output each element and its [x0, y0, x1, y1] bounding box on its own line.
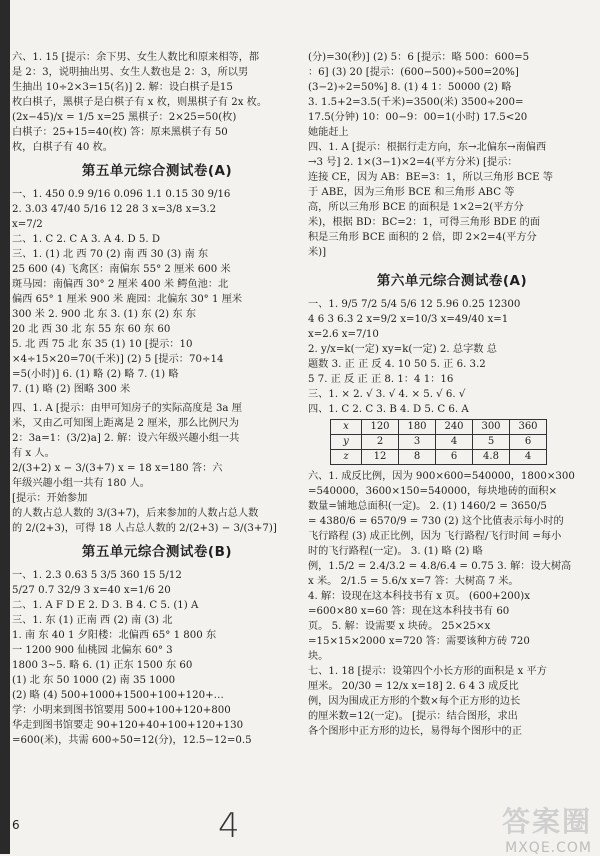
answer-line: 有 x 人。 [12, 448, 55, 459]
section-5a-part4 [12, 401, 302, 536]
answer-line: 枚白棋子，黑棋子是白棋子有 x 枚，则黑棋子有 2x 枚。 [12, 97, 268, 108]
answer-line: 各个图形中正方形的边长，易得每个图形中的正 [308, 726, 522, 737]
section-5b-body [12, 568, 302, 748]
answer-line: [提示：开始参加 [12, 493, 88, 504]
answer-line: →3 号] 2. 1×(3−1)×2=4(平方分米) [提示： [308, 157, 518, 168]
table-cell: 180 [399, 420, 436, 435]
answer-line: 她能赶上 [308, 127, 349, 138]
answer-line: 白棋子：25+15=40(枚) 答：原来黑棋子有 50 [12, 127, 228, 138]
answer-line: 300 米 2. 900 北 东 3. (1) 东 (2) 东 东 [12, 309, 196, 320]
answer-line: 时的飞行路程(一定)。 3. (1) 略 (2) 略 [308, 546, 483, 557]
table-cell: 3 [399, 435, 436, 450]
answer-line: 数量=铺地总面积(一定)。 2. (1) 1460/2 = 3650/5 [308, 501, 547, 512]
table-cell: 360 [510, 420, 547, 435]
answer-line: 年级兴趣小组一共有 180 人。 [12, 478, 150, 489]
answer-line: 于 ABE，因为三角形 BCE 和三角形 ABC 等 [308, 187, 515, 198]
watermark-logo [502, 800, 592, 856]
table-cell: 8 [399, 450, 436, 465]
answer-page [12, 0, 600, 854]
answer-line: 例，1.5/2 = 2.4/3.2 = 4.8/6.4 = 0.75 3. 解：设大树高 [308, 561, 572, 572]
answer-line: 题数 3. 正 正 反 4. 10 50 5. 正 6. 3.2 [308, 359, 486, 370]
section-6a-body [308, 297, 596, 417]
table-cell: 4 [436, 435, 473, 450]
answer-line: 三、1. 东 (1) 正南 西 (2) 南 (3) 北 [12, 615, 173, 626]
answer-line: ×4÷15×20=70(千米)] (2) 5 [提示：70÷14 [12, 354, 224, 365]
answer-line: =600×80 x=60 答：现在这本科技书有 60 [308, 606, 510, 617]
answer-line: 华走到图书馆要走 90+120+40+100+120+130 [12, 720, 244, 731]
table-row [331, 420, 547, 435]
answer-line: 二、1. C 2. C A 3. A 4. D 5. D [12, 234, 160, 245]
answer-line: 七、1. 18 [提示：设第四个小长方形的面积是 x 平方 [308, 666, 547, 677]
answer-line: 四、1. C 2. C 3. B 4. D 5. C 6. A [308, 404, 469, 415]
watermark-url: MXQE.COM [505, 840, 592, 856]
answer-line: 一、1. 9/5 7/2 5/4 5/6 12 5.96 0.25 12300 [308, 299, 521, 310]
answer-line: 页。 5. 解：设需要 x 块砖。 25×25×x [308, 621, 491, 632]
answer-line: x=2.6 x=7/10 [308, 329, 379, 340]
answer-line: (2x−45)/x = 1/5 x=25 黑棋子：2×25=50(枚) [12, 112, 237, 123]
answer-line: =540000，3600×150=540000，每块地砖的面积× [308, 486, 557, 497]
answer-line: 1800 3~5. 略 6. (1) 正东 1500 东 60 [12, 660, 193, 671]
answer-line: 三、1. × 2. √ 3. √ 4. × 5. √ 6. √ [308, 389, 466, 400]
table-cell: 5 [473, 435, 510, 450]
right-intro [308, 50, 596, 260]
table-cell: 2 [362, 435, 399, 450]
left-column [12, 50, 302, 748]
answer-line: 六、1. 成反比例，因为 900×600=540000，1800×300 [308, 471, 575, 482]
answer-line: 厘米。 20/30 = 12/x x=18] 2. 6 4 3 成反比 [308, 681, 519, 692]
answer-line: 四、1. A [提示：根据行走方向，东→北偏东→南偏西 [308, 142, 547, 153]
xyz-table [330, 419, 547, 465]
answer-line: 三、1. (1) 北 西 70 (2) 南 西 30 (3) 南 东 [12, 249, 209, 260]
answer-line: 3. 1.5+2=3.5(千米)=3500(米) 3500÷200= [308, 97, 524, 108]
table-cell: 4.8 [473, 450, 510, 465]
answer-line: 斑马园：南偏西 30° 2 厘米 400 米 鳄鱼池：北 [12, 279, 229, 290]
answer-line: 17.5(分钟) 10：00−9：00=1(小时) 17.5<20 [308, 112, 528, 123]
answer-line: 的人数占总人数的 3/(3+7)，后来参加的人数占总人数 [12, 508, 259, 519]
answer-line: =600(米)，共需 600÷50=12(分)，12.5−12=0.5 [12, 735, 252, 746]
table-cell: 120 [362, 420, 399, 435]
answer-line: 2. y/x=k(一定) xy=k(一定) 2. 总字数 总 [308, 344, 497, 355]
section-title-5b: 第五单元综合测试卷(B) [81, 544, 233, 560]
answer-line: (分)=30(秒)] (2) 5：6 [提示：略 500：600=5 [308, 52, 530, 63]
table-row [331, 435, 547, 450]
answer-line: 米)，根据 BD：BC=2：1，可得三角形 BDE 的面 [308, 217, 541, 228]
table-cell: 300 [473, 420, 510, 435]
answer-line: x=7/2 [12, 219, 43, 230]
answer-line: 米)] [308, 247, 327, 258]
table-cell: 6 [436, 450, 473, 465]
answer-line: 5/27 0.7 32/9 3 x=40 x=1/6 20 [12, 585, 171, 596]
table-cell: 12 [362, 450, 399, 465]
answer-line: 5 7. 正 反 正 正 8. 1：4 1：16 [308, 374, 454, 385]
answer-line: 25 600 (4) 飞禽区：南偏东 55° 2 厘米 600 米 [12, 264, 231, 275]
answer-line: ：6] (3) 20 [提示：(600−500)÷500=20%] [308, 67, 519, 78]
binding-strip [0, 0, 10, 854]
answer-line: 枚，白棋子有 40 枚。 [12, 142, 113, 153]
answer-line: 块。 [308, 651, 329, 662]
answer-line: 是 2：3，说明抽出男、女生人数也是 2：3，所以男 [12, 67, 249, 78]
section-title-5a: 第五单元综合测试卷(A) [81, 163, 233, 179]
answer-line: 5. 北 西 75 北 东 35 (1) 10 [提示：10 [12, 339, 193, 350]
row-header: z [331, 450, 362, 465]
left-intro [12, 50, 302, 155]
answer-line: 4 6 3 6.3 2 x=9/2 x=10/3 x=49/40 x=1 [308, 314, 509, 325]
answer-line: 米，又由乙可知图上距离是 2 厘米，那么比例尺为 [12, 418, 239, 429]
section-title-6a: 第六单元综合测试卷(A) [376, 273, 528, 289]
row-header: y [331, 435, 362, 450]
answer-line: 一、1. 2.3 0.63 5 3/5 360 15 5/12 [12, 570, 182, 581]
answer-line: 2. 3.03 47/40 5/16 12 28 3 x=3/8 x=3.2 [12, 204, 217, 215]
answer-line: 1. 南 东 40 1 夕阳楼：北偏西 65° 1 800 东 [12, 630, 217, 641]
answer-line: 例，因为围成正方形的个数×每个正方形的边长 [308, 696, 521, 707]
handwritten-mark: 4 [218, 806, 240, 846]
page-number: 6 [12, 818, 20, 832]
answer-line: 一 1200 900 仙桃园 北偏东 60° 3 [12, 645, 173, 656]
answer-line: 2/(3+2) x − 3/(3+7) x = 18 x=180 答：六 [12, 463, 223, 474]
section-6a-tail [308, 469, 596, 739]
answer-line: 的 2/(2+3)，可得 18 人占总人数的 2/(2+3) − 3/(3+7)] [12, 523, 277, 534]
answer-line: 的厘米数=12(一定)。 [提示：结合图形，求出 [308, 711, 518, 722]
answer-line: 飞行路程 (3) 成正比例，因为 飞行路程/飞行时间 =每小 [308, 531, 562, 542]
answer-line: 二、1. A F D E 2. D 3. B 4. C 5. (1) A [12, 600, 199, 611]
answer-line: x 米。 2/1.5 = 5.6/x x=7 答：大树高 7 米。 [308, 576, 519, 587]
section-5a-part1 [12, 187, 302, 397]
answer-line: (2) 略 (4) 500+1000+1500+100+120+… [12, 690, 224, 701]
watermark-text: 答案圈 [501, 805, 592, 838]
answer-line: 连接 CE，因为 AB：BE=3：1，所以三角形 BCE 等 [308, 172, 553, 183]
answer-line: 高，所以三角形 BCE 的面积是 1×2=2(平方分 [308, 202, 524, 213]
answer-line: 一、1. 450 0.9 9/16 0.096 1.1 0.15 30 9/16 [12, 189, 231, 200]
answer-line: =15×15×2000 x=720 答：需要该种方砖 720 [308, 636, 530, 647]
answer-line: 六、1. 15 [提示：余下男、女生人数比和原来相等，都 [12, 52, 260, 63]
right-column [308, 50, 596, 739]
answer-line: 偏西 65° 1 厘米 900 米 鹿园：北偏东 30° 1 厘米 [12, 294, 243, 305]
table-cell: 240 [436, 420, 473, 435]
table-row [331, 450, 547, 465]
answer-line: 2：3a=1：(3/2)a] 2. 解：设六年级兴趣小组一共 [12, 433, 240, 444]
answer-line: 20 北 西 30 北 东 55 东 60 东 60 [12, 324, 171, 335]
answer-line: 积是三角形 BCE 面积的 2 倍，即 2×2=4(平方分 [308, 232, 537, 243]
row-header: x [331, 420, 362, 435]
table-cell: 4 [510, 450, 547, 465]
answer-line: (3−2)÷2=50%] 8. (1) 4 1：50000 (2) 略 [308, 82, 512, 93]
answer-line: = 4380/6 = 6570/9 = 730 (2) 这个比值表示每小时的 [308, 516, 564, 527]
answer-line: 四、1. A [提示：由甲可知房子的实际高度是 3a 厘 [12, 403, 242, 414]
answer-line: 4. 解：设现在这本科技书有 x 页。 (600+200)x [308, 591, 530, 602]
table-cell: 6 [510, 435, 547, 450]
answer-line: 7. (1) 略 (2) 图略 300 米 [12, 384, 131, 395]
answer-line: 生抽出 10÷2×3=15(名)] 2. 解：设白棋子是15 [12, 82, 233, 93]
answer-line: (1) 北 东 50 1000 (2) 南 35 1000 [12, 675, 176, 686]
answer-line: =5(小时)] 6. (1) 略 (2) 略 7. (1) 略 [12, 369, 179, 380]
answer-line: 学：小明来到图书馆要用 500+100+120+800 [12, 705, 231, 716]
